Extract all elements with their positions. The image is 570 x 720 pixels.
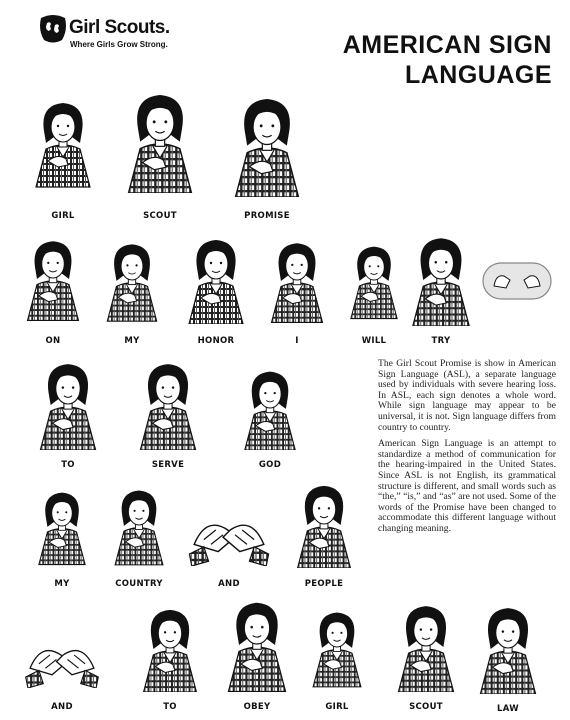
sign-caption: GIRL [325,702,349,712]
signing-girl-illustration [286,480,362,568]
sign-caption: HONOR [197,336,235,346]
brand-name: Girl Scouts. [69,17,170,38]
asl-description [378,359,556,541]
sign-caption: LAW [497,704,519,714]
hands-illustration [482,262,552,300]
signing-girl-illustration [32,358,104,450]
signing-girl-illustration [344,236,404,324]
signing-girl-illustration [306,602,368,692]
sign-scout [118,88,202,221]
sign-caption: GOD [258,460,282,470]
signing-girl-illustration [388,600,464,692]
sign-caption: AND [218,579,240,589]
brand-tagline: Where Girls Grow Strong. [70,40,168,49]
signing-girl-illustration [220,596,294,692]
sign-caption: COUNTRY [115,579,163,589]
signing-girl-illustration [132,604,208,692]
sign-caption: WILL [361,336,387,346]
signing-girl-illustration [32,484,92,568]
title-line-2: LANGUAGE [404,61,552,89]
sign-caption: I [295,336,299,346]
signing-girl-illustration [225,92,309,197]
sign-caption: AND [51,702,73,712]
signing-girl-illustration [28,92,98,192]
sign-caption: OBEY [243,702,271,712]
sign-caption: MY [124,336,140,346]
sign-caption: TO [163,702,177,712]
title-line-1: AMERICAN SIGN [342,31,552,59]
sign-caption: SERVE [151,460,185,470]
hands-illustration [20,622,104,688]
signing-girl-illustration [472,602,544,694]
signing-girl-illustration [122,358,214,450]
signing-girl-illustration [20,232,86,324]
sign-girl [28,92,98,221]
signing-girl-illustration [108,482,170,568]
signing-girl-illustration [100,236,164,324]
sign-caption: ON [45,336,61,346]
sign-caption: SCOUT [409,702,443,712]
sign-caption: PROMISE [244,211,290,221]
signing-girl-illustration [118,88,202,193]
girl-scouts-logo [38,12,228,56]
hands-illustration [186,494,272,566]
signing-girl-illustration [178,234,254,324]
signing-girl-illustration [264,236,330,324]
sign-caption: PEOPLE [304,579,344,589]
sign-promise [225,92,309,221]
signing-girl-illustration [404,232,478,326]
sign-caption: SCOUT [143,211,177,221]
sign-try-inset [482,262,552,300]
page-title [343,30,552,90]
description-paragraph-2: American Sign Language is an attempt to standardize a method of communication for the hearing-impaired in the United States. Since ASL is not English, its grammatical structure is different, and small words such as “the,” “is,” and “as” are not used. Some of the words of the Promise have been changed to accommodate this different language without changing meaning. [378,438,556,534]
description-paragraph-1: The Girl Scout Promise is show in American Sign Language (ASL), a separate language used by individuals with severe hearing loss. In ASL, each sign denotes a whole word. While sign language may appear to be universal, it is not. Sign language differs from country to country. [378,358,556,433]
sign-caption: GIRL [51,211,75,221]
sign-caption: MY [54,579,70,589]
sign-caption: TO [61,460,75,470]
signing-girl-illustration [232,366,308,450]
trefoil-profiles-icon [38,14,68,44]
sign-caption: TRY [431,336,451,346]
